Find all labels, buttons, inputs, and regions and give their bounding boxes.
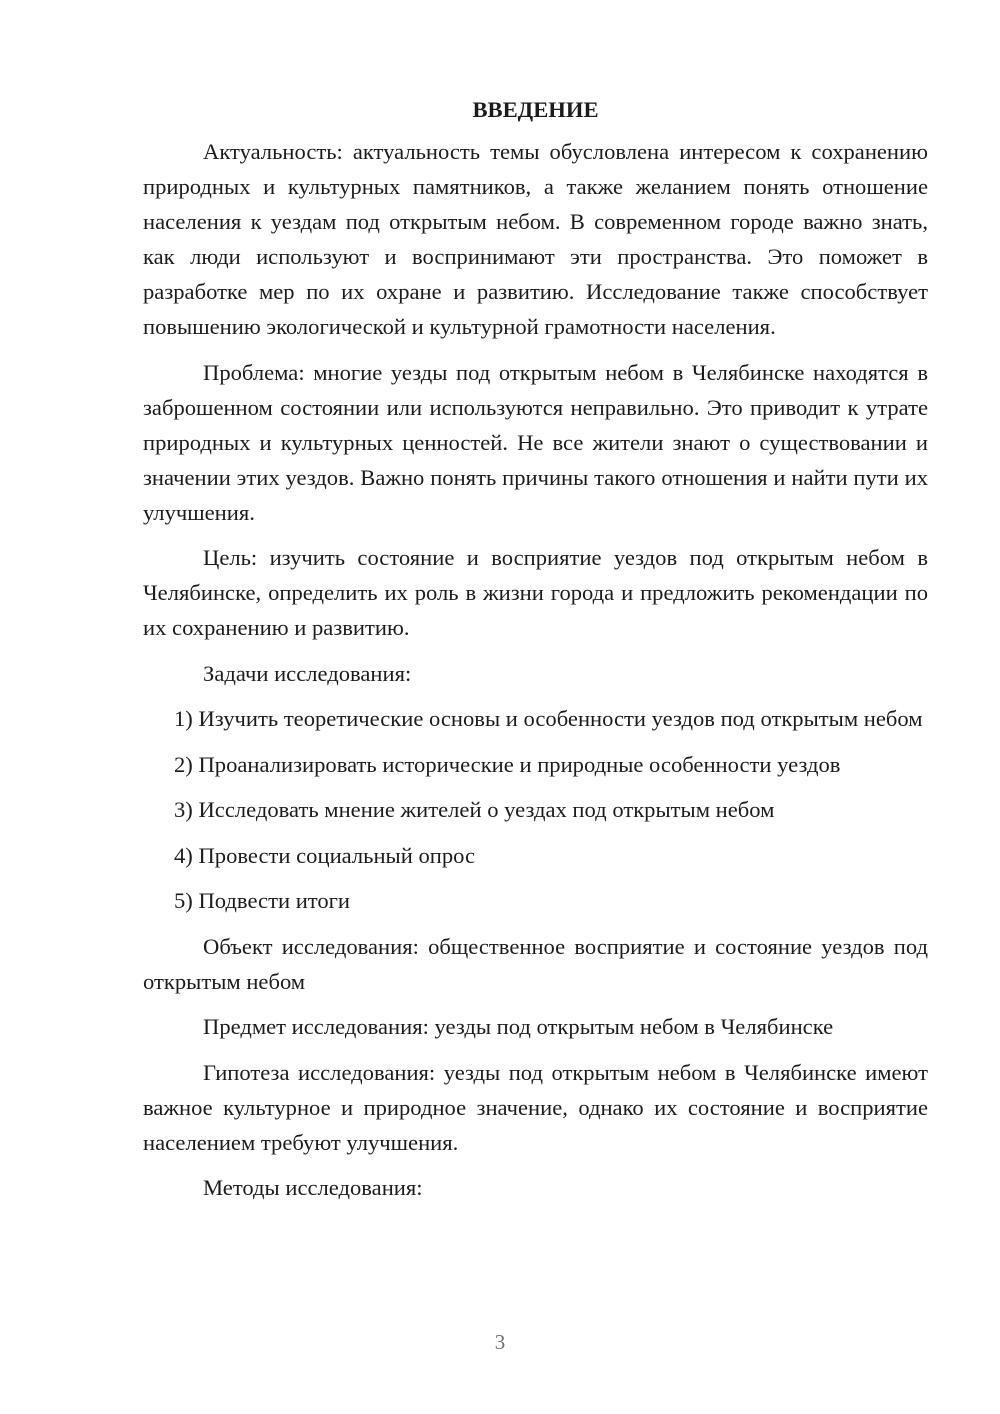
tasks-heading: Задачи исследования: [203,660,412,686]
relevance-paragraph: Актуальность: актуальность темы обусловлена интересом к сохранению природных и культурных памятников, а также желанием понять отношение населения к уездам под открытым небом. В современном городе важно знать, как люди используют и воспринимают эти пространства. Это поможет в разработке мер по их охране и развитию. Исследование также способствует повышению экологической и культурной грамотности населения. [143,139,928,339]
task-item-5: 5) Подвести итоги [174,888,351,913]
hypothesis-paragraph: Гипотеза исследования: уезды под открытым небом в Челябинске имеют важное культурное и природное значение, однако их состояние и восприятие населением требуют улучшения. [143,1059,928,1155]
problem-paragraph: Проблема: многие уезды под открытым небом в Челябинске находятся в заброшенном состоянии или используются неправильно. Это приводит к утрате природных и культурных ценностей. Не все жители знают о существовании и значении этих уездов. Важно понять причины такого отношения и найти пути их улучшения. [143,359,928,525]
page-title: ВВЕДЕНИЕ [472,97,599,122]
subject-paragraph: Предмет исследования: уезды под открытым небом в Челябинске [203,1014,834,1039]
goal-paragraph: Цель: изучить состояние и восприятие уездов под открытым небом в Челябинске, определить их роль в жизни города и предложить рекомендации по их сохранению и развитию. [143,545,928,640]
page-number: 3 [494,1330,506,1354]
task-item-3: 3) Исследовать мнение жителей о уездах под открытым небом [174,797,775,822]
methods-heading: Методы исследования: [203,1175,423,1200]
task-item-1: 1) Изучить теоретические основы и особенности уездов под открытым небом [174,706,923,731]
task-item-2: 2) Проанализировать исторические и природные особенности уездов [174,751,841,777]
object-paragraph: Объект исследования: общественное восприятие и состояние уездов под открытым небом [143,933,928,994]
document-page [143,92,928,1216]
task-item-4: 4) Провести социальный опрос [174,842,476,868]
